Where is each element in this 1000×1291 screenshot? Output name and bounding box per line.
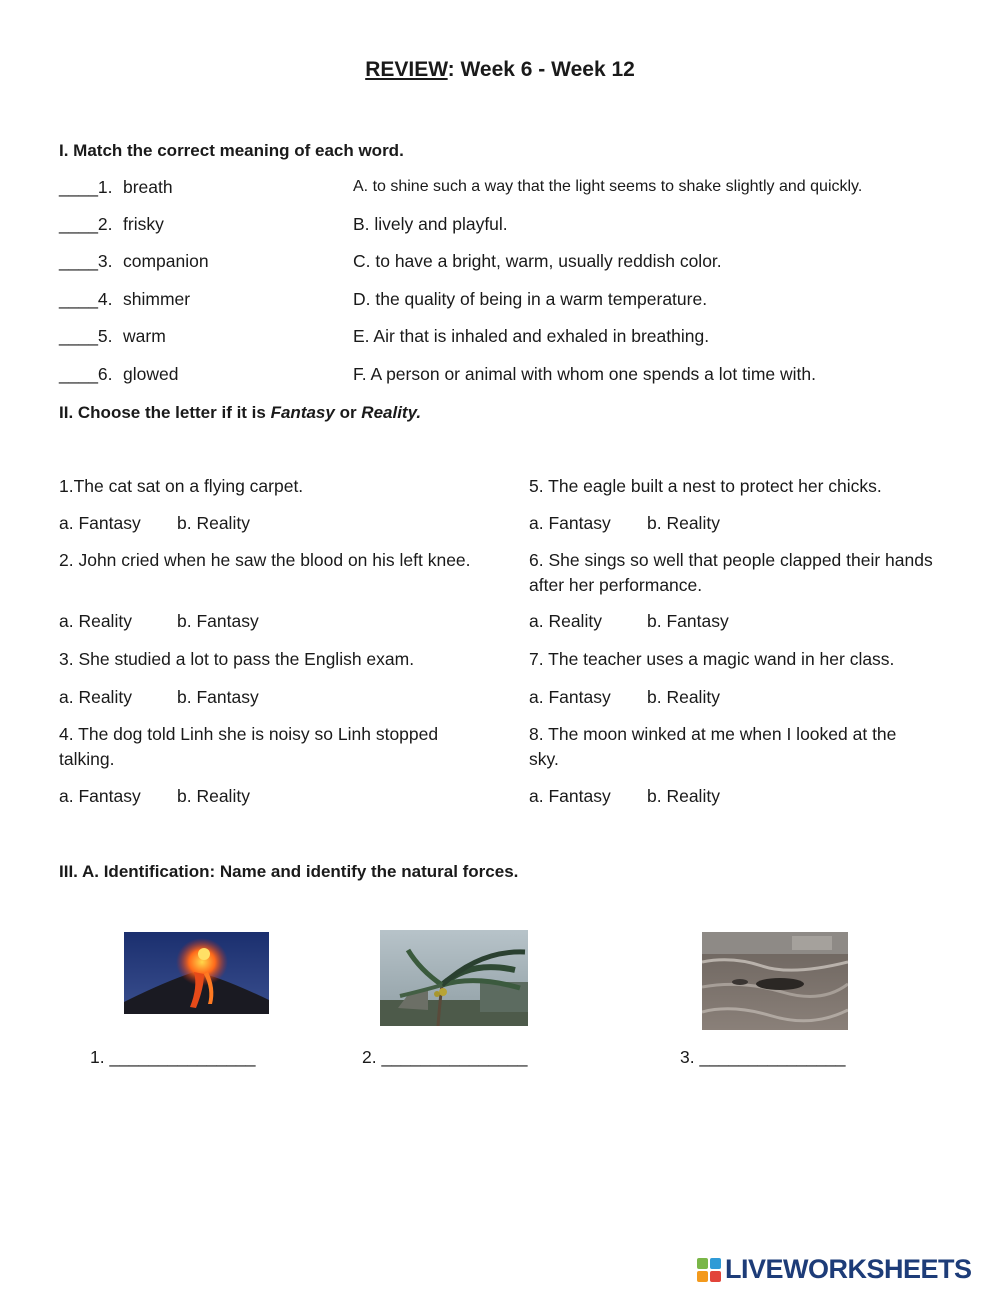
option-a[interactable]: a. Fantasy [59,513,141,533]
answer-options [59,786,250,807]
vocab-word: warm [123,326,166,346]
match-row [59,364,959,388]
option-a[interactable]: a. Reality [59,611,132,631]
answer-blank[interactable]: ____2. [59,214,113,234]
match-row [59,289,959,313]
option-b[interactable]: b. Reality [177,786,250,806]
vocab-word: glowed [123,364,179,384]
match-row [59,177,959,201]
section2-heading [59,403,421,423]
storm-image [380,930,528,1026]
question-text: 5. The eagle built a nest to protect her chicks. [529,476,882,496]
heading-reality: Reality. [361,403,422,422]
option-a[interactable]: a. Reality [59,687,132,707]
answer-options [529,611,729,632]
liveworksheets-logo [697,1254,972,1285]
definition: E. Air that is inhaled and exhaled in breathing. [353,326,710,346]
vocab-word: shimmer [123,289,191,309]
definition: B. lively and playful. [353,214,508,234]
answer-line[interactable]: 2. _______________ [362,1047,528,1067]
section1-heading: I. Match the correct meaning of each word. [59,141,404,160]
heading-fantasy: Fantasy [270,403,335,422]
title-rest: : Week 6 - Week 12 [447,58,635,81]
option-a[interactable]: a. Fantasy [529,513,611,533]
match-row [59,214,959,238]
option-b[interactable]: b. Reality [647,687,720,707]
option-b[interactable]: b. Reality [647,513,720,533]
option-b[interactable]: b. Fantasy [647,611,729,631]
question-text: 8. The moon winked at me when I looked at the sky. [529,724,897,769]
answer-blank[interactable]: ____4. [59,289,113,309]
answer-options [59,611,259,632]
question-text: 3. She studied a lot to pass the English exam. [59,649,415,669]
option-a[interactable]: a. Fantasy [529,687,611,707]
option-b[interactable]: b. Reality [177,513,250,533]
option-a[interactable]: a. Fantasy [59,786,141,806]
logo-blocks-icon [697,1258,721,1282]
question-text: 4. The dog told Linh she is noisy so Linh stopped talking. [59,724,439,769]
question-text: 6. She sings so well that people clapped their hands after her performance. [529,550,933,595]
option-b[interactable]: b. Reality [647,786,720,806]
answer-options [59,513,250,534]
page-title [0,58,1000,82]
answer-options [529,687,720,708]
question-text: 1.The cat sat on a flying carpet. [59,476,304,496]
logo-text: LIVEWORKSHEETS [725,1254,972,1284]
volcano-image [124,932,269,1014]
question-text: 2. John cried when he saw the blood on his left knee. [59,550,471,570]
vocab-word: frisky [123,214,164,234]
option-a[interactable]: a. Reality [529,611,602,631]
answer-line[interactable]: 1. _______________ [90,1047,256,1067]
definition: F. A person or animal with whom one spends a lot time with. [353,364,817,384]
vocab-word: breath [123,177,173,197]
answer-blank[interactable]: ____6. [59,364,113,384]
match-row [59,251,959,275]
vocab-word: companion [123,251,209,271]
title-underlined: REVIEW [365,58,448,81]
option-a[interactable]: a. Fantasy [529,786,611,806]
flood-image [702,932,848,1030]
answer-options [529,513,720,534]
definition: A. to shine such a way that the light seems to shake slightly and quickly. [353,178,863,195]
answer-blank[interactable]: ____3. [59,251,113,271]
answer-blank[interactable]: ____1. [59,177,113,197]
answer-blank[interactable]: ____5. [59,326,113,346]
match-row [59,326,959,350]
answer-options [529,786,720,807]
section3-heading: III. A. Identification: Name and identify the natural forces. [59,862,519,881]
option-b[interactable]: b. Fantasy [177,611,259,631]
definition: D. the quality of being in a warm temperature. [353,289,708,309]
answer-options [59,687,259,708]
definition: C. to have a bright, warm, usually reddish color. [353,251,722,271]
answer-line[interactable]: 3. _______________ [680,1047,846,1067]
heading-or: or [334,403,362,422]
heading-prefix: II. Choose the letter if it is [59,403,271,422]
option-b[interactable]: b. Fantasy [177,687,259,707]
question-text: 7. The teacher uses a magic wand in her class. [529,649,895,669]
